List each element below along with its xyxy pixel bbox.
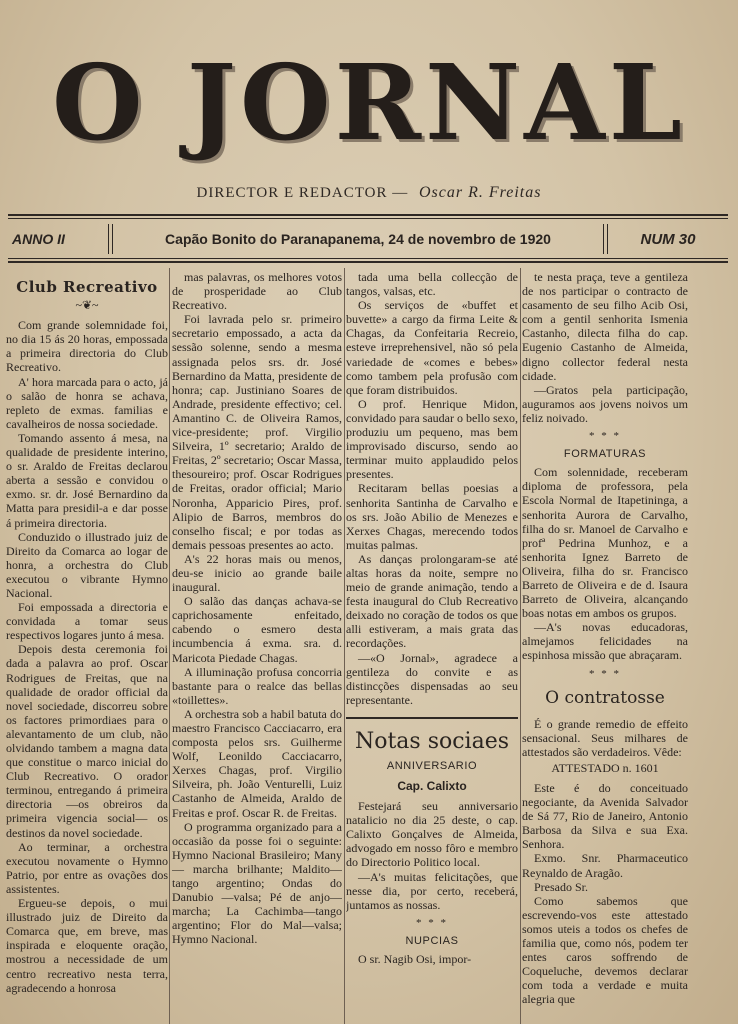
article-paragraph: Depois desta ceremonia foi dada a palavra ao prof. Oscar Rodrigues de Freitas, que na qualidade de orador official da novel sociedade, discorreu sobre os factores primordiaes para o alevantamento de um club, não olvidando tambem a magna data que constitue o marco inicial do Club Recreativo. O orador terminou, entregando á primeira directoria —os obreiros da primeira vigencia social— os destinos da novel sociedade.	[6, 642, 168, 840]
article-paragraph: O programma organizado para a occasião da posse foi o seguinte: Hymno Nacional Brasileiro; Many — marcha brilhante; Maldito—tango argentino; Ondas do Danubio —valsa; Pé de anjo—marcha; La Cachimba—tango argentino; Flor do Mal—valsa; Hymno Nacional.	[172, 819, 342, 947]
column-1	[6, 270, 168, 1024]
section-rule	[346, 717, 518, 719]
issue-place-date: Capão Bonito do Paranapanema, 24 de novembro de 1920	[165, 231, 551, 247]
article-paragraph: Este é do conceituado negociante, da Avenida Salvador de Sá 77, Rio de Janeiro, Antonio Barbosa da Silva e sua Exa. Senhora.	[522, 781, 688, 852]
column-divider	[344, 268, 345, 1024]
director-signature: Oscar R. Freitas	[418, 184, 542, 201]
column-3	[346, 270, 518, 1024]
article-paragraph: mas palavras, os melhores votos de prosperidade ao Club Recreativo.	[172, 270, 342, 313]
article-paragraph: Com grande solemnidade foi, no dia 15 ás 20 horas, empossada a primeira directoria do Club Recreativo.	[6, 318, 168, 375]
article-paragraph: O salão das danças achava-se caprichosamente enfeitado, cabendo o esmero desta incumbencia á exma. sra. d. Maricota Piedade Chagas.	[172, 594, 342, 665]
article-paragraph: Recitaram bellas poesias a senhorita Santinha de Carvalho e os srs. João Abilio de Menezes e Xerxes Chagas, merecendo todos muitas palmas.	[346, 481, 518, 552]
article-paragraph: Ao terminar, a orchestra executou novamente o Hymno Patrio, por entre as ovações dos assistentes.	[6, 839, 168, 896]
club-heading: Club Recreativo	[16, 278, 158, 296]
article-paragraph: Como sabemos que escrevendo-vos este attestado somos uteis a todos os chefes de familia que, como nós, podem ter entes caros soffrendo de Coqueluche, devemos declarar com toda a verdade e muita alegria que	[522, 893, 688, 1007]
top-rule	[8, 214, 728, 216]
article-paragraph: Foi lavrada pelo sr. primeiro secretario empossado, a acta da sessão solenne, sendo a mesma assignada pelos srs. dr. José Bernardino da Matta, presidente de honra; cap. Justiniano Soares de Andrade, presidente effectivo; cel. Amantino C. de Oliveira Ramos, vice-presidente; prof. Virgilio Silveira, 1º secretario; Araldo de Freitas, 2º secretario; Oscar Massa, thesoureiro; prof. Oscar Rodrigues de Freitas, orador official; Mario Noronha, Apparicio Pires, prof. Alipio de Barros, membros do conselho fiscal; e por todas as demais pessoas presentes ao acto.	[172, 312, 342, 552]
nupcias-heading: NUPCIAS	[405, 934, 459, 947]
article-paragraph: As danças prolongaram-se até altas horas da noite, sempre no meio de grande animação, tendo a festa inaugural do Club Recreativo deixado no coração de todos os que alli estiveram, a mais grata das recordações.	[346, 551, 518, 651]
contratosse-heading: O contratosse	[545, 687, 665, 708]
issue-year: ANNO II	[12, 231, 65, 247]
article-paragraph: Conduzido o illustrado juiz de Direito da Comarca ao logar de honra, a orchestra do Club executou o vibrante Hymno Nacional.	[6, 529, 168, 600]
article-paragraph: Os serviços de «buffet et buvette» a cargo da firma Leite & Chagas, da Confeitaria Recreio, esteve irreprehensivel, não só pela variedade de «comes e bebes» como tambem pela profusão com que foram distribuidos.	[346, 298, 518, 397]
column-divider	[520, 268, 521, 1024]
stars-separator: * * *	[589, 667, 621, 680]
issue-number: NUM 30	[640, 230, 696, 248]
article-paragraph: Foi empossada a directoria e convidada a tomar seus respectivos logares junto á mesa.	[6, 600, 168, 643]
article-paragraph: Com solennidade, receberam diploma de professora, pela Escola Normal de Itapetininga, a senhorita Aurora de Carvalho, filha do sr. Manoel de Carvalho e profª Pedrina Munhoz, e a senhorita Ignez Barreto de Oliveira, filha do sr. Francisco Barreto de Oliveira e de d. Isaura Barreto de Oliveira, alcançando boas notas em ambos os grupos.	[522, 465, 688, 621]
masthead-title: O JORNAL	[52, 41, 686, 164]
column-2	[172, 270, 342, 1024]
issue-info-bar	[8, 222, 728, 256]
article-paragraph: —Gratos pela participação, auguramos aos jovens noivos um feliz noivado.	[522, 382, 688, 425]
cap-calixto-heading: Cap. Calixto	[397, 779, 467, 793]
article-paragraph: Presado Sr.	[534, 879, 588, 894]
notas-sociaes-heading: Notas sociaes	[354, 728, 510, 754]
article-paragraph: A's 22 horas mais ou menos, deu-se inicio ao grande baile inaugural.	[172, 551, 342, 595]
director-label: DIRECTOR E REDACTOR —	[196, 185, 409, 201]
formaturas-heading: FORMATURAS	[563, 448, 647, 461]
stars-separator: * * *	[589, 430, 621, 443]
article-paragraph: O sr. Nagib Osi, impor-	[358, 952, 472, 967]
article-paragraph: Ergueu-se depois, o mui illustrado juiz de Direito da Comarca que, em breve, mas inspirada e eloquente oração, mostrou a necessidade de um centro recreativo nesta terra, agradecendo a honrosa	[6, 896, 168, 995]
article-paragraph: Exmo. Snr. Pharmaceutico Reynaldo de Aragão.	[522, 851, 688, 880]
aniversario-heading: ANNIVERSARIO	[386, 759, 478, 772]
article-paragraph: Festejará seu anniversario natalicio no dia 25 deste, o cap. Calixto Gonçalves de Almeida, advogado em nosso fôro e membro do Directorio Politico local.	[346, 799, 518, 870]
bottom-rule-thin	[8, 258, 728, 259]
article-paragraph: tada uma bella collecção de tangos, valsas, etc.	[346, 270, 518, 299]
article-paragraph: —A's novas educadoras, almejamos felicidades na espinhosa missão que abraçaram.	[522, 620, 688, 663]
ornament-icon: ~❦~	[75, 298, 99, 313]
article-paragraph: Tomando assento á mesa, na qualidade de presidente interino, o sr. Araldo de Freitas declarou aberta a sessão e convidou o exmo. sr. dr. José Bernardino da Matta para presidil-a e dar posse á primeira directoria.	[6, 430, 168, 530]
attestado-heading: ATTESTADO n. 1601	[551, 760, 659, 775]
article-paragraph: —«O Jornal», agradece a gentileza do convite e as distincções dispensadas ao seu representante.	[346, 650, 518, 707]
column-divider	[169, 268, 170, 1024]
article-paragraph: É o grande remedio de effeito sensacional. Seus milhares de attestados são verdadeiros. Vêde:	[522, 716, 688, 759]
article-paragraph: A illuminação profusa concorria bastante para o realce das bellas «toillettes».	[172, 664, 342, 707]
director-line	[0, 184, 738, 202]
article-paragraph: A orchestra sob a habil batuta do maestro Francisco Cacciacarro, era composta pelos srs. Guilherme Wolf, Leonildo Cacciacarro, Xerxes Chagas, prof. Virgilio Silveira, ph. João Venturelli, Luiz Castanho de Almeida, Araldo de Freitas e prof. Oscar R. de Freitas.	[172, 706, 342, 820]
bottom-rule	[8, 261, 728, 263]
top-rule-thin	[8, 218, 728, 219]
article-paragraph: A' hora marcada para o acto, já o salão de honra se achava, repleto de exmas. familias e cavalheiros de nossa sociedade.	[6, 374, 168, 431]
article-paragraph: te nesta praça, teve a gentileza de nos participar o contracto de casamento de seu filho Acib Osi, com a gentil senhorita Ismenia Castanho, dilecta filha do cap. Eugenio Castanho de Almeida, digno collector federal nesta cidade.	[522, 270, 688, 383]
article-paragraph: —A's muitas felicitações, que nesse dia, por certo, receberá, juntamos as nossas.	[346, 869, 518, 912]
column-4	[522, 270, 688, 1024]
stars-separator: * * *	[416, 916, 448, 929]
article-paragraph: O prof. Henrique Midon, convidado para saudar o bello sexo, produziu um pequeno, mas bem improvisado discurso, sendo ao terminar muito applaudido pelos presentes.	[346, 396, 518, 482]
